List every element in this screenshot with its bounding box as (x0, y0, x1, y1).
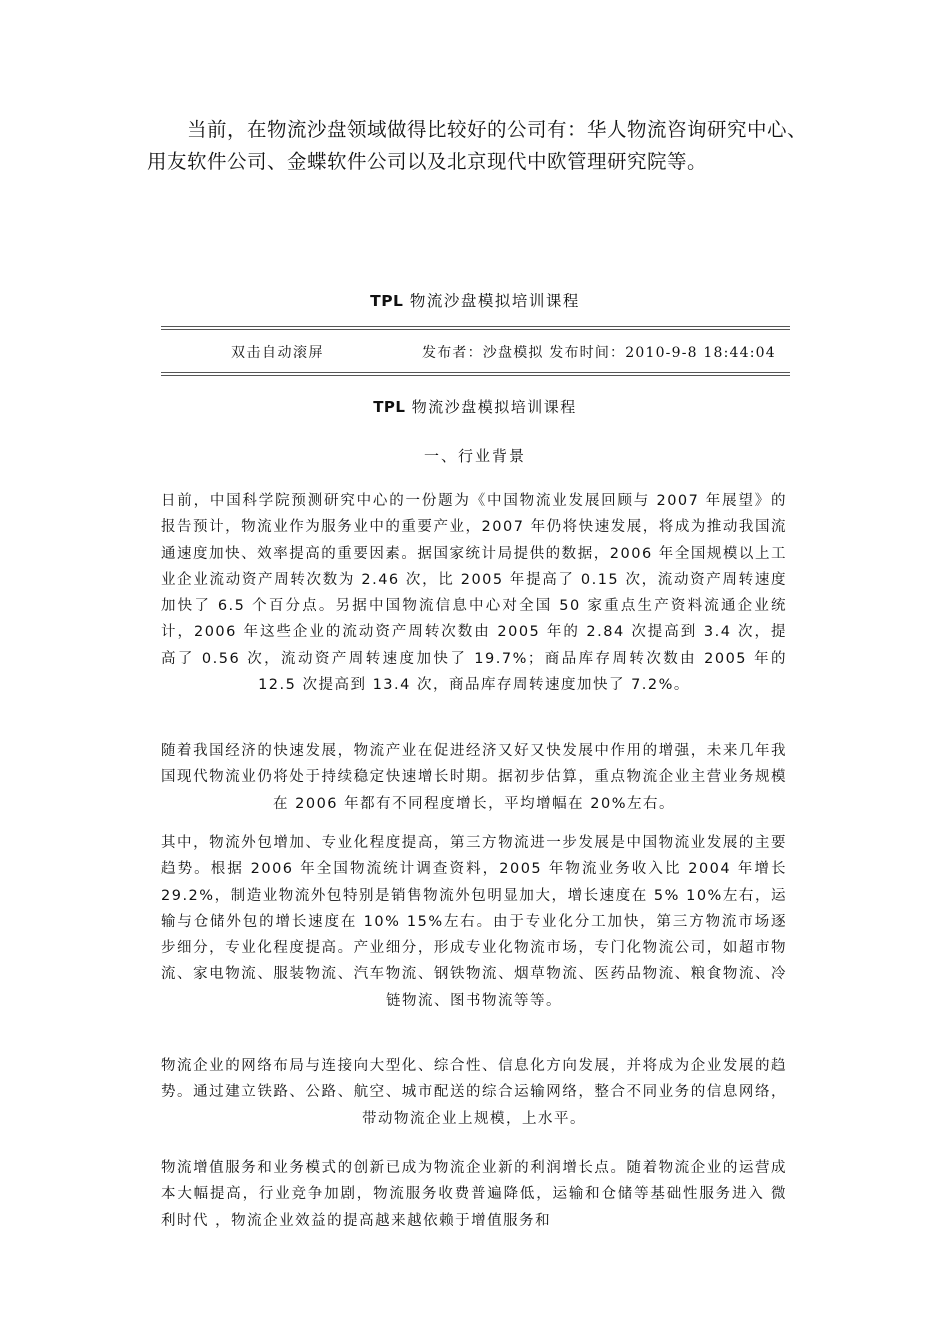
publish-info: 发布者：沙盘模拟 发布时间：2010-9-8 18:44:04 (422, 345, 776, 361)
section-heading: 一、行业背景 (423, 447, 526, 465)
body-paragraph-5: 物流增值服务和业务模式的创新已成为物流企业新的利润增长点。随着物流企业的运营成本大幅提高，行业竞争加剧，物流服务收费普遍降低，运输和仓储等基础性服务进入 微利时代 ，物流企业效益的提高越来越依赖于增值服务和 (161, 1160, 787, 1229)
body-paragraph-4: 物流企业的网络布局与连接向大型化、综合性、信息化方向发展，并将成为企业发展的趋势。通过建立铁路、公路、航空、城市配送的综合运输网络，整合不同业务的信息网络，带动物流企业上规模，上水平。 (161, 1058, 787, 1127)
article-meta-bar (161, 326, 790, 376)
body-paragraph-2: 随着我国经济的快速发展，物流产业在促进经济又好又快发展中作用的增强，未来几年我国现代物流业仍将处于持续稳定快速增长时期。据初步估算，重点物流企业主营业务规模在 2006 年都有不同程度增长，平均增幅在 20%左右。 (161, 743, 787, 812)
auto-scroll-hint: 双击自动滚屏 (231, 345, 324, 361)
content-title-prefix: TPL (373, 398, 406, 416)
intro-line-1: 当前，在物流沙盘领域做得比较好的公司有：华人物流咨询研究中心、 (187, 118, 808, 141)
intro-line-2: 用友软件公司、金蝶软件公司以及北京现代中欧管理研究院等。 (147, 150, 708, 173)
intro-paragraph (147, 114, 827, 178)
content-title (0, 396, 950, 417)
body-paragraph-3: 其中，物流外包增加、专业化程度提高，第三方物流进一步发展是中国物流业发展的主要趋势。根据 2006 年全国物流统计调查资料，2005 年物流业务收入比 2004 年增长 29.2%，制造业物流外包特别是销售物流外包明显加大，增长速度在 5% 10%左右，运输与仓储外包的增长速度在 10% 15%左右。由于专业化分工加快，第三方物流市场逐步细分，专业化程度提高。产业细分，形成专业化物流市场，专门化物流公司，如超市物流、家电物流、服装物流、汽车物流、钢铁物流、烟草物流、医药品物流、粮食物流、冷链物流、图书物流等等。 (161, 835, 787, 1009)
content-title-text: 物流沙盘模拟培训课程 (405, 398, 577, 416)
article-title-text: 物流沙盘模拟培训课程 (403, 292, 580, 310)
article-title (0, 289, 950, 311)
body-paragraph-1: 日前，中国科学院预测研究中心的一份题为《中国物流业发展回顾与 2007 年展望》的报告预计，物流业作为服务业中的重要产业，2007 年仍将快速发展，将成为推动我国流通速度加快、效率提高的重要因素。据国家统计局提供的数据，2006 年全国规模以上工业企业流动资产周转次数为 2.46 次，比 2005 年提高了 0.15 次，流动资产周转速度加快了 6.5 个百分点。另据中国物流信息中心对全国 50 家重点生产资料流通企业统计，2006 年这些企业的流动资产周转次数由 2005 年的 2.84 次提高到 3.4 次，提高了 0.56 次，流动资产周转速度加快了 19.7%；商品库存周转次数由 2005 年的 12.5 次提高到 13.4 次，商品库存周转速度加快了 7.2%。 (161, 493, 787, 694)
article-title-prefix: TPL (370, 292, 404, 310)
